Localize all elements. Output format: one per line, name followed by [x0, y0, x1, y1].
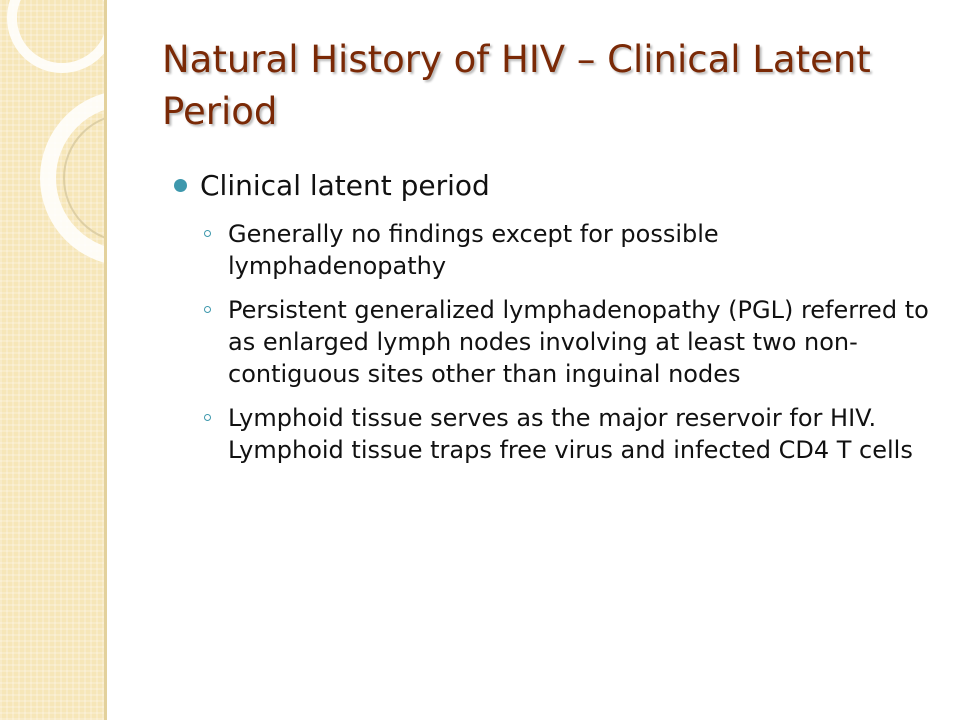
ring-bullet-icon	[204, 306, 211, 313]
sub-bullet-text: Generally no findings except for possible lymphadenopathy	[228, 220, 719, 280]
bullet-text: Clinical latent period	[200, 169, 490, 202]
sub-bullet-text: Persistent generalized lymphadenopathy (PGL) referred to as enlarged lymph nodes involving at least two non-contiguous sites other than inguinal nodes	[228, 296, 929, 388]
bullet-clinical-latent-period	[174, 166, 934, 206]
sub-bullet-list	[174, 218, 934, 466]
sub-bullet-findings	[174, 218, 934, 282]
sub-bullet-lymphoid-tissue	[174, 402, 934, 466]
sub-bullet-pgl	[174, 294, 934, 390]
sub-bullet-text: Lymphoid tissue serves as the major reservoir for HIV. Lymphoid tissue traps free virus and infected CD4 T cells	[228, 404, 913, 464]
ring-bullet-icon	[204, 414, 211, 421]
decorative-circle-top	[12, 0, 107, 68]
bullet-dot-icon	[174, 179, 187, 192]
decorative-side-band	[0, 0, 107, 720]
decorative-circles	[0, 0, 107, 260]
slide-title: Natural History of HIV – Clinical Latent Period	[162, 38, 871, 133]
ring-bullet-icon	[204, 230, 211, 237]
slide-body	[174, 166, 934, 478]
